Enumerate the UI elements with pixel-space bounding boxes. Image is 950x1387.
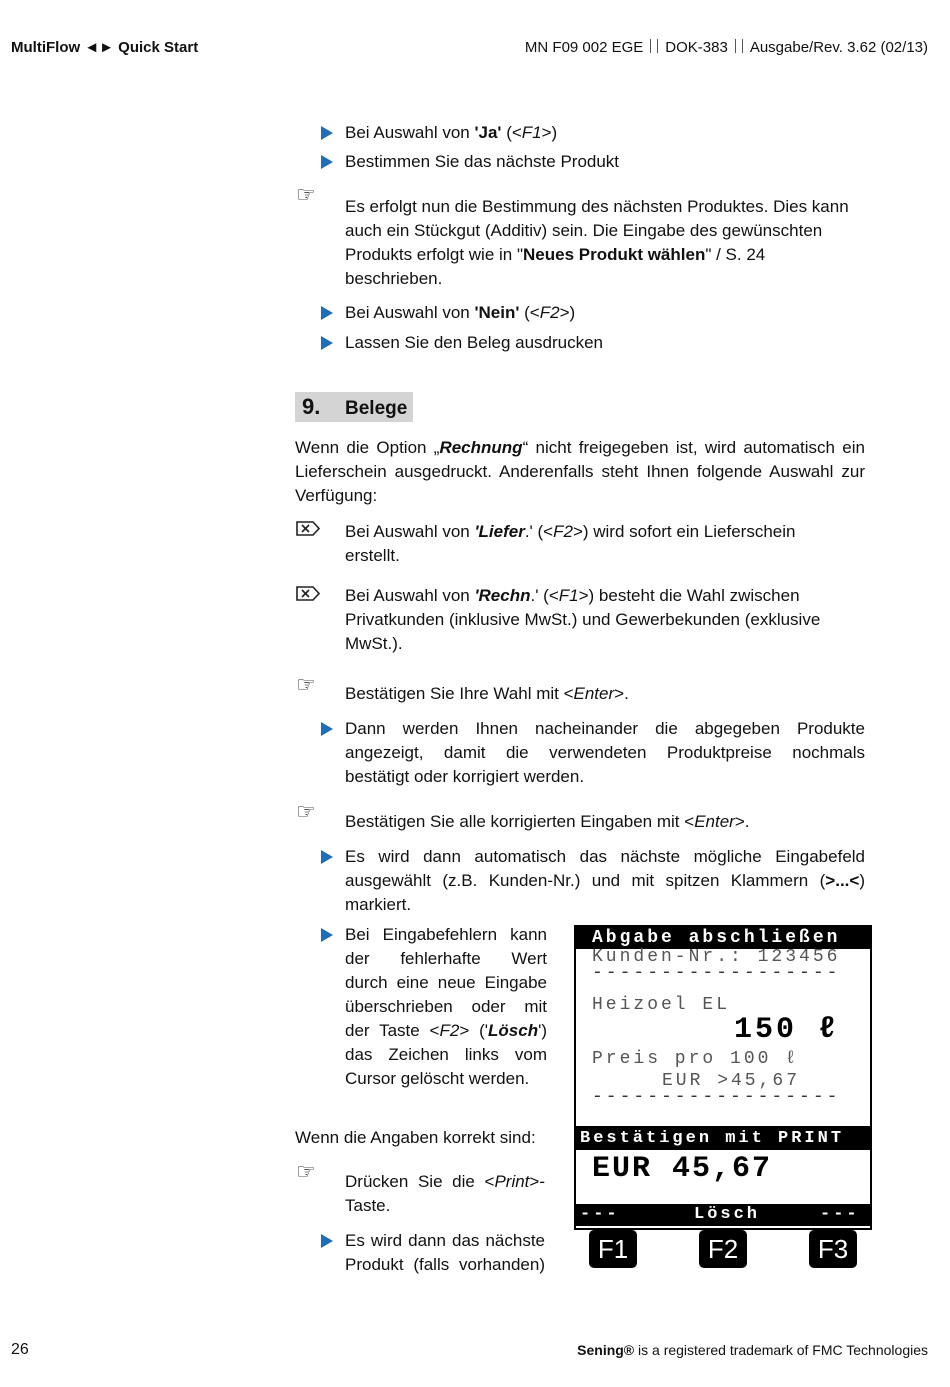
softkey-left-label: --- xyxy=(580,1205,620,1224)
key-x-icon xyxy=(296,521,320,536)
footer-trademark: Sening® is a registered trademark of FMC Technologies xyxy=(577,1342,928,1358)
auto-line: ausgewählt (z.B. Kunden-Nr.) und mit spitzen Klammern (>...<) xyxy=(345,871,865,890)
intro-line: Wenn die Option „Rechnung“ nicht freigegeben ist, wird automatisch ein xyxy=(295,438,865,457)
err-line: das Zeichen links vom xyxy=(345,1045,547,1064)
bullet-arrow-icon xyxy=(321,850,333,864)
correct-intro: Wenn die Angaben korrekt sind: xyxy=(295,1128,536,1147)
bullet-arrow-icon xyxy=(321,336,333,350)
bullet-next-product: Bestimmen Sie das nächste Produkt xyxy=(345,152,620,171)
note-line: beschrieben. xyxy=(345,269,443,288)
bullet-arrow-icon xyxy=(321,155,333,169)
section-heading xyxy=(295,392,413,422)
err-line: durch eine neue Eingabe xyxy=(345,973,547,992)
display-price-label: Preis pro 100 ℓ xyxy=(592,1049,800,1069)
intro-line: Lieferschein ausgedruckt. Anderenfalls steht Ihnen folgende Auswahl zur xyxy=(295,462,865,481)
header-doc-number: MN F09 002 EGE xyxy=(524,39,644,56)
hand-pointer-icon: ☞ xyxy=(296,799,316,824)
bullet-nein: Bei Auswahl von 'Nein' (<F2>) xyxy=(345,303,576,322)
bullet-print-receipt: Lassen Sie den Beleg ausdrucken xyxy=(345,333,604,352)
display-product: Heizoel EL xyxy=(592,995,731,1015)
terminal-display xyxy=(574,925,872,1129)
hand-pointer-icon: ☞ xyxy=(296,182,316,207)
page-number: 26 xyxy=(11,1341,29,1358)
display-dashes: ------------------ xyxy=(592,963,841,983)
note-line: Produkts erfolgt wie in "Neues Produkt wählen" / S. 24 xyxy=(345,245,766,264)
hand-pointer-icon: ☞ xyxy=(296,1159,316,1184)
key-x-icon xyxy=(296,586,320,601)
header-docinfo xyxy=(525,39,928,56)
option-rechn-cont: Privatkunden (inklusive MwSt.) und Gewerbekunden (exklusive xyxy=(345,610,821,629)
display-confirm-title: Bestätigen mit PRINT xyxy=(576,1128,870,1150)
err-line: Cursor gelöscht werden. xyxy=(345,1069,530,1088)
auto-line: markiert. xyxy=(345,895,412,914)
header-title: MultiFlow ◄► Quick Start xyxy=(11,39,199,56)
softkey-loesch-label: Lösch xyxy=(694,1205,761,1224)
display-quantity: 150 ℓ xyxy=(734,1013,840,1047)
then-line: Dann werden Ihnen nacheinander die abgegeben Produkte xyxy=(345,719,865,738)
err-line: der Taste <F2> ('Lösch') xyxy=(345,1021,547,1040)
display-customer: Kunden-Nr.: 123456 xyxy=(592,947,841,967)
auto-line: Es wird dann automatisch das nächste mögliche Eingabefeld xyxy=(345,847,865,866)
note-line: auch ein Stückgut (Additiv) sein. Die Eingabe des gewünschten xyxy=(345,221,823,240)
confirm-choice: Bestätigen Sie Ihre Wahl mit <Enter>. xyxy=(345,684,629,703)
option-liefer-cont: erstellt. xyxy=(345,546,400,565)
f2-key[interactable]: F2 xyxy=(699,1230,747,1268)
hand-pointer-icon: ☞ xyxy=(296,672,316,697)
bullet-arrow-icon xyxy=(321,928,333,942)
next-line: Es wird dann das nächste xyxy=(345,1231,545,1250)
err-line: der fehlerhafte Wert xyxy=(345,949,547,968)
f1-key[interactable]: F1 xyxy=(589,1230,637,1268)
display-dashes: ------------------ xyxy=(592,1087,841,1107)
terminal-display-confirm xyxy=(574,1126,872,1230)
bullet-arrow-icon xyxy=(321,126,333,140)
print-line: Taste. xyxy=(345,1196,391,1215)
header-revision: Ausgabe/Rev. 3.62 (02/13) xyxy=(749,39,928,56)
err-line: Bei Eingabefehlern kann xyxy=(345,925,547,944)
display-price-value: EUR >45,67 xyxy=(662,1071,801,1091)
note-line: Es erfolgt nun die Bestimmung des nächsten Produktes. Dies kann xyxy=(345,197,849,216)
f3-key[interactable]: F3 xyxy=(809,1230,857,1268)
option-rechn-cont: MwSt.). xyxy=(345,634,403,653)
then-line: angezeigt, damit die verwendeten Produktpreise nochmals xyxy=(345,743,865,762)
option-liefer: Bei Auswahl von 'Liefer.' (<F2>) wird sofort ein Lieferschein xyxy=(345,522,796,541)
header-dok: DOK-383 xyxy=(665,39,728,56)
bullet-arrow-icon xyxy=(321,722,333,736)
bullet-ja: Bei Auswahl von 'Ja' (<F1>) xyxy=(345,123,558,142)
then-line: bestätigt oder korrigiert werden. xyxy=(345,767,585,786)
err-line: überschrieben oder mit xyxy=(345,997,547,1016)
section-number: 9. xyxy=(302,394,321,419)
bullet-arrow-icon xyxy=(321,1234,333,1248)
next-line: Produkt (falls vorhanden) xyxy=(345,1255,545,1274)
section-title: Belege xyxy=(345,398,408,419)
softkey-bar xyxy=(576,1204,870,1226)
intro-line: Verfügung: xyxy=(295,486,378,505)
option-rechn: Bei Auswahl von 'Rechn.' (<F1>) besteht die Wahl zwischen xyxy=(345,586,800,605)
confirm-all: Bestätigen Sie alle korrigierten Eingaben mit <Enter>. xyxy=(345,812,750,831)
display-title: Abgabe abschließen xyxy=(576,927,870,949)
bullet-arrow-icon xyxy=(321,306,333,320)
print-line: Drücken Sie die <Print>- xyxy=(345,1172,545,1191)
display-amount: EUR 45,67 xyxy=(592,1152,773,1186)
softkey-right-label: --- xyxy=(820,1205,860,1224)
